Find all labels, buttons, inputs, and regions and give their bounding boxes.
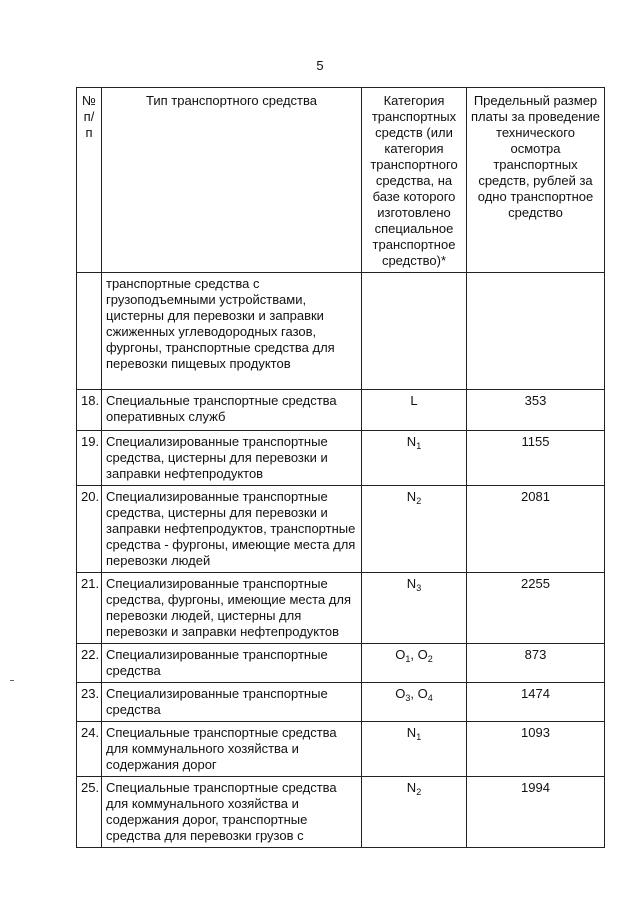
row-vehicle-type: Специализированные транспортные средства [102, 683, 362, 722]
row-vehicle-type: Специализированные транспортные средства, фургоны, имеющие места для перевозки людей, цистерны для перевозки и заправки нефтепродуктов [102, 573, 362, 644]
row-number: 18. [77, 390, 102, 431]
row-fee: 2255 [467, 573, 605, 644]
inspection-fee-table [76, 87, 605, 848]
table-row [77, 644, 605, 683]
header-number: № п/п [77, 88, 102, 273]
row-category: L [362, 390, 467, 431]
row-vehicle-type: Специализированные транспортные средства [102, 644, 362, 683]
row-number: 25. [77, 777, 102, 848]
row-vehicle-type: Специальные транспортные средства для коммунального хозяйства и содержания дорог, транспортные средства для перевозки грузов с [102, 777, 362, 848]
row-vehicle-type: Специальные транспортные средства для коммунального хозяйства и содержания дорог [102, 722, 362, 777]
table-row [77, 722, 605, 777]
page-number: 5 [316, 58, 324, 73]
row-vehicle-type: транспортные средства с грузоподъемными устройствами, цистерны для перевозки и заправки сжиженных углеводородных газов, фургоны, транспортные средства для перевозки пищевых продуктов [102, 273, 362, 390]
row-fee: 1093 [467, 722, 605, 777]
row-category: $O_1$, $O_2$ [362, 644, 467, 683]
row-number: 23. [77, 683, 102, 722]
row-number: 19. [77, 431, 102, 486]
row-number: 20. [77, 486, 102, 573]
row-fee: 353 [467, 390, 605, 431]
table-row [77, 777, 605, 848]
row-category: $O_3$, $O_4$ [362, 683, 467, 722]
row-fee: 1474 [467, 683, 605, 722]
header-vehicle-type: Тип транспортного средства [102, 88, 362, 273]
table-header-row [77, 88, 605, 273]
row-fee: 2081 [467, 486, 605, 573]
row-number: 22. [77, 644, 102, 683]
table-row [77, 390, 605, 431]
row-fee: 873 [467, 644, 605, 683]
table-row [77, 431, 605, 486]
row-category: $N_2$ [362, 777, 467, 848]
row-category: $N_2$ [362, 486, 467, 573]
header-category: Категория транспортных средств (или категория транспортного средства, на базе которого изготовлено специальное транспортное средство)* [362, 88, 467, 273]
row-category: $N_1$ [362, 722, 467, 777]
margin-mark [10, 680, 14, 681]
row-category: $N_1$ [362, 431, 467, 486]
table-row [77, 273, 605, 390]
row-number: 21. [77, 573, 102, 644]
row-number: 24. [77, 722, 102, 777]
table-row [77, 683, 605, 722]
row-fee [467, 273, 605, 390]
header-fee: Предельный размер платы за проведение технического осмотра транспортных средств, рублей за одно транспортное средство [467, 88, 605, 273]
row-category: $N_3$ [362, 573, 467, 644]
row-vehicle-type: Специализированные транспортные средства, цистерны для перевозки и заправки нефтепродуктов, транспортные средства - фургоны, имеющие места для перевозки людей [102, 486, 362, 573]
row-fee: 1994 [467, 777, 605, 848]
row-vehicle-type: Специализированные транспортные средства, цистерны для перевозки и заправки нефтепродуктов [102, 431, 362, 486]
row-number [77, 273, 102, 390]
row-fee: 1155 [467, 431, 605, 486]
row-vehicle-type: Специальные транспортные средства оперативных служб [102, 390, 362, 431]
row-category [362, 273, 467, 390]
table-row [77, 573, 605, 644]
table-row [77, 486, 605, 573]
